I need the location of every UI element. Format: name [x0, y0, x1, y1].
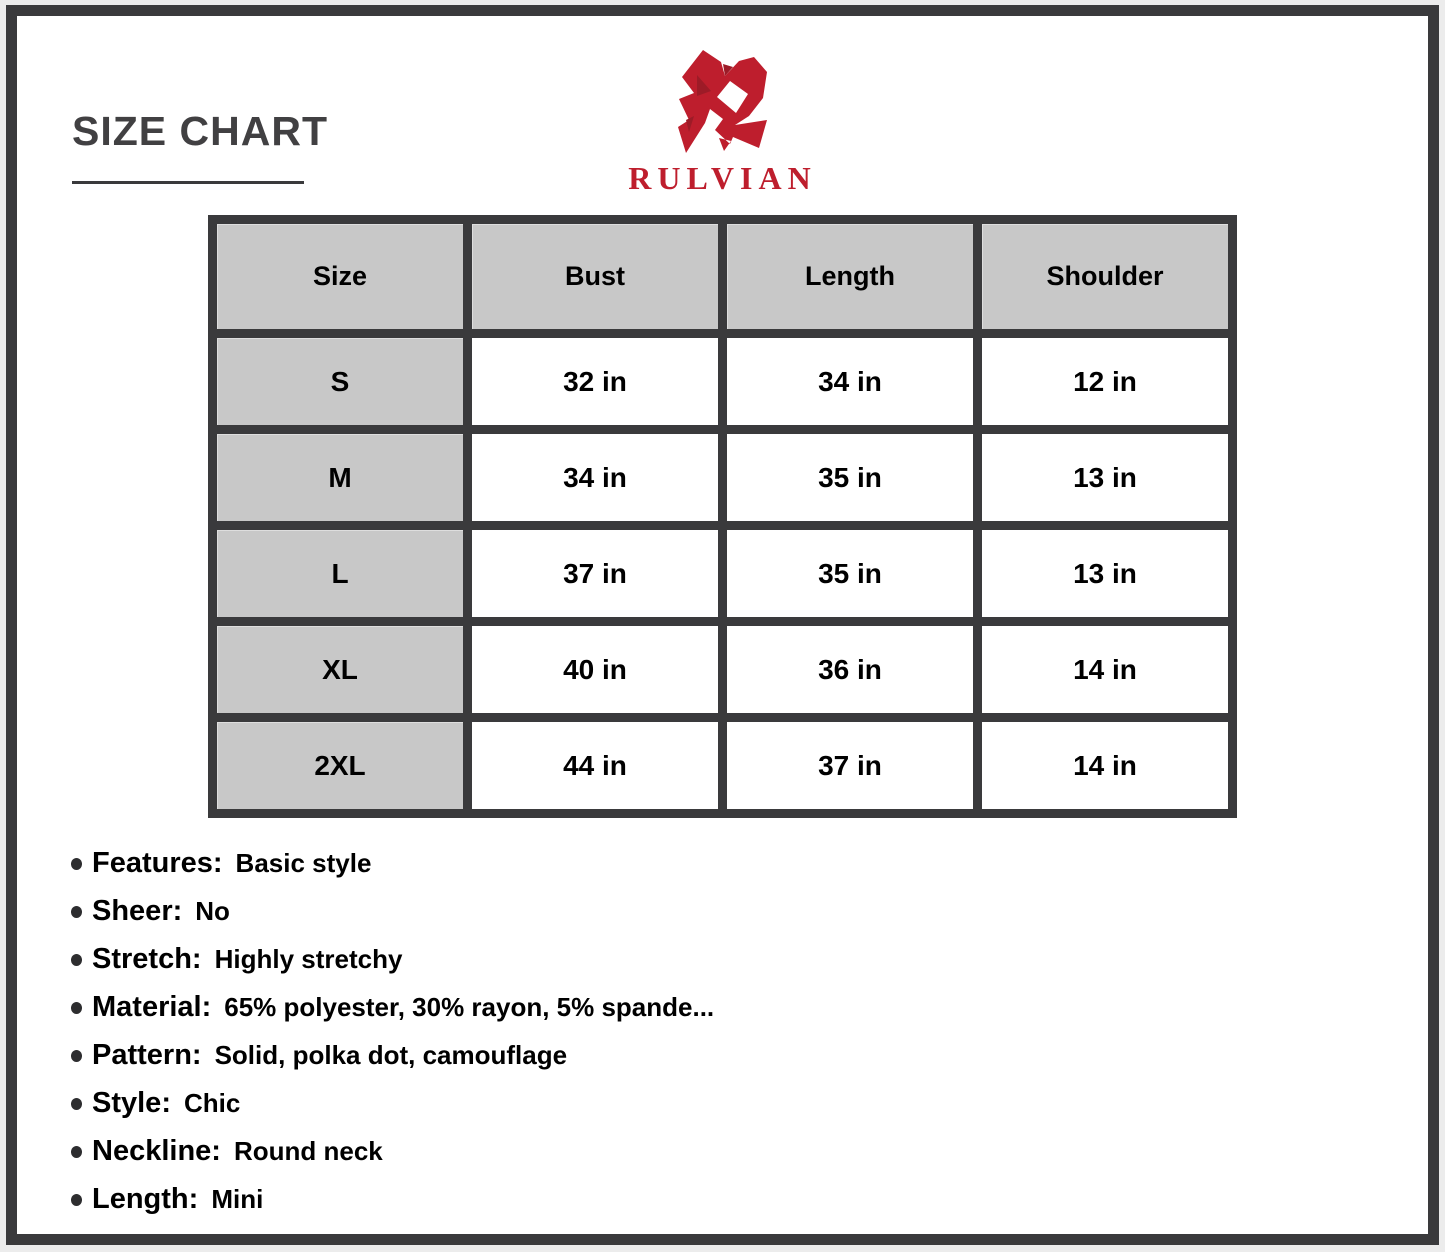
table-row — [217, 434, 1228, 521]
detail-label: Neckline: — [92, 1135, 221, 1167]
detail-value: Chic — [183, 1088, 241, 1118]
bust-cell: 40 in — [472, 626, 718, 713]
bullet-icon — [71, 954, 82, 966]
bullet-icon — [71, 906, 82, 918]
product-details-list — [71, 846, 714, 1230]
bullet-icon — [71, 1050, 82, 1062]
bullet-icon — [71, 858, 82, 870]
col-header-bust: Bust — [472, 224, 718, 329]
brand-r-monogram-icon — [652, 46, 794, 158]
list-item — [71, 1182, 714, 1217]
bullet-icon — [71, 1002, 82, 1014]
length-cell: 35 in — [727, 434, 973, 521]
detail-value: Solid, polka dot, camouflage — [214, 1040, 568, 1070]
size-cell: XL — [217, 626, 463, 713]
shoulder-cell: 14 in — [982, 722, 1228, 809]
list-item — [71, 1086, 714, 1121]
list-item — [71, 1134, 714, 1169]
detail-label: Material: — [92, 991, 212, 1023]
size-cell: S — [217, 338, 463, 425]
list-item — [71, 846, 714, 881]
length-cell: 35 in — [727, 530, 973, 617]
detail-label: Features: — [92, 847, 223, 879]
detail-value: Mini — [211, 1184, 264, 1214]
shoulder-cell: 12 in — [982, 338, 1228, 425]
table-row — [217, 722, 1228, 809]
table-row — [217, 530, 1228, 617]
list-item — [71, 1038, 714, 1073]
col-header-length: Length — [727, 224, 973, 329]
size-chart-table — [208, 215, 1237, 818]
header-row — [217, 224, 1228, 329]
detail-value: Round neck — [233, 1136, 383, 1166]
size-chart-table-container — [208, 215, 1237, 818]
detail-value: 65% polyester, 30% rayon, 5% spande... — [224, 992, 715, 1022]
table-row — [217, 626, 1228, 713]
image-frame — [6, 5, 1439, 1245]
length-cell: 34 in — [727, 338, 973, 425]
bullet-icon — [71, 1098, 82, 1110]
detail-value: Basic style — [235, 848, 372, 878]
brand-logo — [603, 46, 843, 197]
table-row — [217, 338, 1228, 425]
detail-label: Style: — [92, 1087, 171, 1119]
detail-label: Sheer: — [92, 895, 183, 927]
detail-value: Highly stretchy — [214, 944, 403, 974]
detail-label: Pattern: — [92, 1039, 202, 1071]
page-title: SIZE CHART — [72, 108, 328, 154]
length-cell: 36 in — [727, 626, 973, 713]
bullet-icon — [71, 1194, 82, 1206]
bullet-icon — [71, 1146, 82, 1158]
list-item — [71, 942, 714, 977]
length-cell: 37 in — [727, 722, 973, 809]
bust-cell: 32 in — [472, 338, 718, 425]
size-cell: L — [217, 530, 463, 617]
col-header-size: Size — [217, 224, 463, 329]
detail-label: Length: — [92, 1183, 199, 1215]
shoulder-cell: 13 in — [982, 530, 1228, 617]
shoulder-cell: 14 in — [982, 626, 1228, 713]
list-item — [71, 894, 714, 929]
detail-value: No — [195, 896, 230, 926]
shoulder-cell: 13 in — [982, 434, 1228, 521]
bust-cell: 34 in — [472, 434, 718, 521]
bust-cell: 44 in — [472, 722, 718, 809]
bust-cell: 37 in — [472, 530, 718, 617]
title-underline — [72, 181, 304, 184]
size-cell: 2XL — [217, 722, 463, 809]
brand-name: RULVIAN — [628, 160, 817, 196]
detail-label: Stretch: — [92, 943, 202, 975]
col-header-shoulder: Shoulder — [982, 224, 1228, 329]
size-cell: M — [217, 434, 463, 521]
list-item — [71, 990, 714, 1025]
